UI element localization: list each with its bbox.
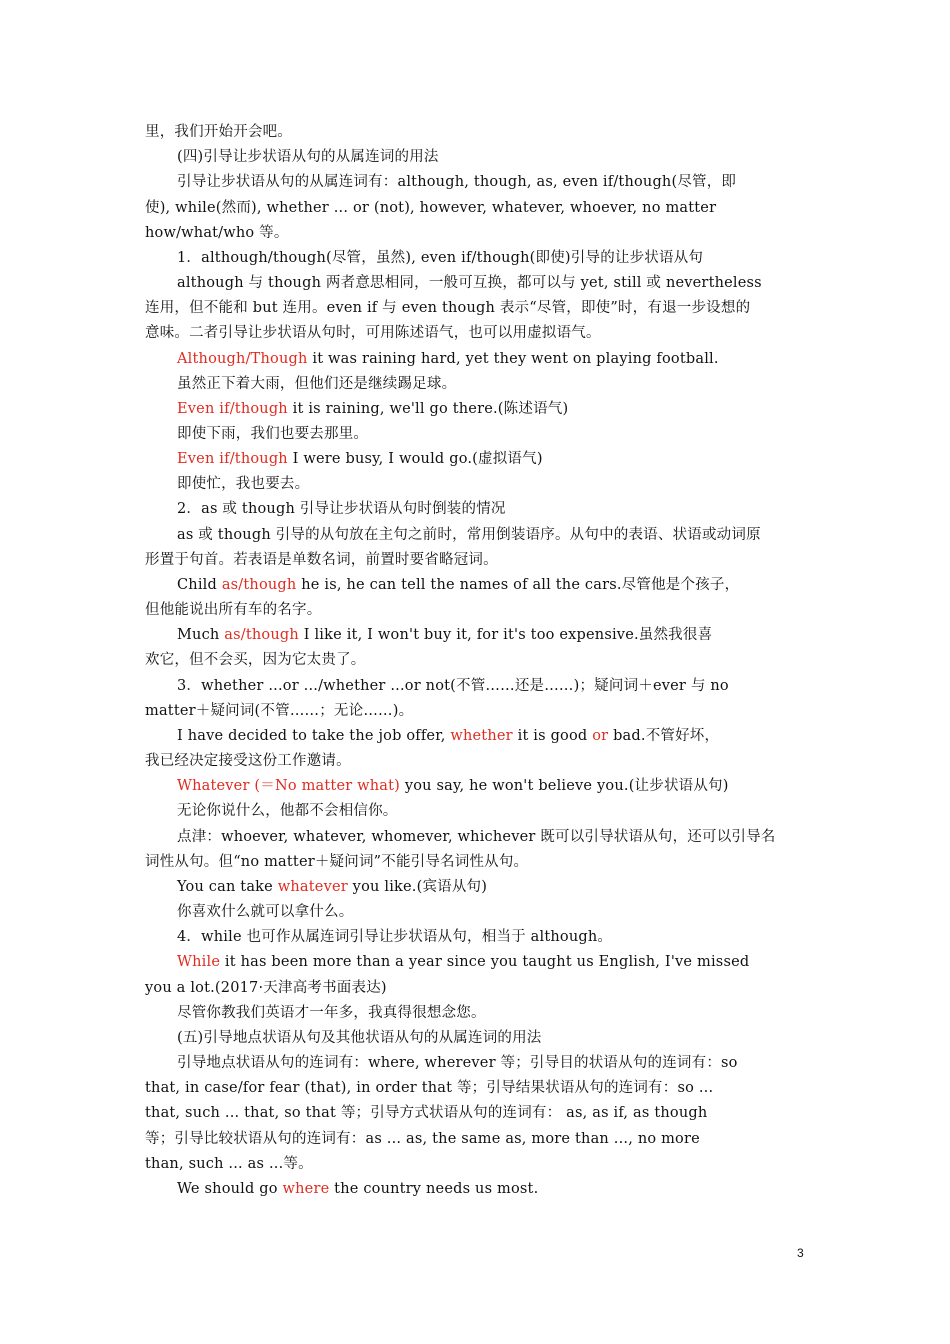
text-segment: bad.不管好坏，	[608, 728, 720, 744]
text-segment: 连用，但不能和 but 连用。even if 与 even though 表示“尽管，即使”时，有退一步设想的	[145, 300, 751, 316]
highlighted-keyword: where	[282, 1181, 330, 1197]
text-segment: he is, he can tell the names of all the cars.尽管他是个孩子，	[296, 577, 740, 593]
text-line	[145, 751, 351, 771]
text-line	[177, 726, 719, 746]
text-line	[177, 1053, 738, 1073]
highlighted-keyword: Although/Though	[177, 351, 308, 367]
text-segment: 意味。二者引导让步状语从句时，可用陈述语气，也可以用虚拟语气。	[145, 325, 601, 341]
text-line	[145, 1154, 313, 1174]
text-segment: the country needs us most.	[329, 1181, 539, 1197]
text-line	[145, 1103, 707, 1123]
text-line	[145, 198, 716, 218]
text-segment: you say, he won't believe you.(让步状语从句)	[400, 778, 729, 794]
text-segment: 等；引导比较状语从句的连词有：as ... as, the same as, more than ..., no more	[145, 1131, 700, 1147]
text-line	[145, 298, 750, 318]
text-segment: 我已经决定接受这份工作邀请。	[145, 753, 351, 769]
text-segment: 即使下雨，我们也要去那里。	[177, 426, 369, 442]
text-line	[145, 122, 292, 142]
text-segment: how/what/who 等。	[145, 225, 289, 241]
text-line	[177, 902, 353, 922]
text-segment: (五)引导地点状语从句及其他状语从句的从属连词的用法	[177, 1030, 542, 1046]
text-segment: 即使忙，我也要去。	[177, 476, 310, 492]
text-line	[177, 625, 712, 645]
highlighted-keyword: Even if/though	[177, 401, 288, 417]
highlighted-keyword: or	[592, 728, 609, 744]
text-segment: I have decided to take the job offer,	[177, 728, 451, 744]
highlighted-keyword: Even if/though	[177, 451, 288, 467]
text-line	[177, 399, 568, 419]
text-segment: it was raining hard, yet they went on playing football.	[307, 351, 719, 367]
text-line	[177, 776, 729, 796]
highlighted-keyword: While	[177, 954, 221, 970]
text-line	[177, 827, 776, 847]
text-line	[145, 701, 413, 721]
text-segment: 4．while 也可作从属连词引导让步状语从句，相当于 although。	[177, 929, 613, 945]
text-line	[177, 1179, 538, 1199]
text-segment: 欢它，但不会买，因为它太贵了。	[145, 652, 366, 668]
text-line	[177, 1003, 486, 1023]
text-segment: matter＋疑问词(不管……；无论……)。	[145, 703, 414, 719]
text-segment: as 或 though 引导的从句放在主句之前时，常用倒装语序。从句中的表语、状语或动词原	[177, 527, 761, 543]
text-line	[145, 550, 498, 570]
text-line	[177, 525, 761, 545]
text-line	[177, 575, 739, 595]
text-line	[177, 676, 729, 696]
text-segment: 引导地点状语从句的连词有：where, wherever 等；引导目的状语从句的连词有：so	[177, 1055, 738, 1071]
text-line	[177, 952, 749, 972]
text-segment: although 与 though 两者意思相同，一般可互换，都可以与 yet, still 或 nevertheless	[177, 275, 762, 291]
text-line	[177, 474, 309, 494]
text-segment: 引导让步状语从句的从属连词有：although, though, as, even if/though(尽管，即	[177, 174, 737, 190]
text-segment: it is raining, we'll go there.(陈述语气)	[287, 401, 569, 417]
text-segment: Child	[177, 577, 222, 593]
text-segment: I like it, I won't buy it, for it's too expensive.虽然我很喜	[298, 627, 713, 643]
text-segment: that, such ... that, so that 等；引导方式状语从句的连词有： as, as if, as though	[145, 1105, 708, 1121]
text-line	[145, 1078, 713, 1098]
text-line	[177, 349, 719, 369]
text-segment: it has been more than a year since you taught us English, I've missed	[220, 954, 750, 970]
text-line	[145, 223, 289, 243]
text-line	[145, 978, 387, 998]
text-segment: (四)引导让步状语从句的从属连词的用法	[177, 149, 439, 165]
highlighted-keyword: whether	[450, 728, 513, 744]
text-segment: you a lot.(2017·天津高考书面表达)	[145, 980, 387, 996]
text-segment: 1．although/though(尽管，虽然), even if/though(即使)引导的让步状语从句	[177, 250, 704, 266]
highlighted-keyword: whatever	[277, 879, 348, 895]
text-line	[177, 927, 612, 947]
text-segment: 尽管你教我们英语才一年多，我真得很想念您。	[177, 1005, 486, 1021]
text-segment: Much	[177, 627, 225, 643]
text-segment: 词性从句。但“no matter＋疑问词”不能引导名词性从句。	[145, 854, 529, 870]
text-line	[177, 877, 487, 897]
text-segment: 你喜欢什么就可以拿什么。	[177, 904, 354, 920]
text-line	[177, 801, 398, 821]
text-line	[177, 172, 736, 192]
text-segment: 使), while(然而), whether ... or (not), however, whatever, whoever, no matter	[145, 200, 717, 216]
text-line	[145, 323, 601, 343]
text-line	[177, 424, 368, 444]
text-line	[177, 147, 439, 167]
text-line	[177, 248, 703, 268]
page-number: 3	[797, 1246, 804, 1260]
text-line	[145, 852, 528, 872]
text-segment: 点津：whoever, whatever, whomever, whichever 既可以引导状语从句，还可以引导名	[177, 829, 776, 845]
text-segment: We should go	[177, 1181, 283, 1197]
text-segment: 形置于句首。若表语是单数名词，前置时要省略冠词。	[145, 552, 498, 568]
text-line	[145, 650, 366, 670]
text-segment: 2．as 或 though 引导让步状语从句时倒装的情况	[177, 501, 506, 517]
text-segment: 但他能说出所有车的名字。	[145, 602, 322, 618]
text-line	[145, 600, 321, 620]
text-line	[177, 449, 543, 469]
text-segment: than, such ... as ...等。	[145, 1156, 313, 1172]
text-line	[177, 499, 506, 519]
text-segment: that, in case/for fear (that), in order that 等；引导结果状语从句的连词有：so ...	[145, 1080, 714, 1096]
text-segment: it is good	[512, 728, 593, 744]
text-line	[177, 374, 456, 394]
text-segment: 虽然正下着大雨，但他们还是继续踢足球。	[177, 376, 457, 392]
text-line	[145, 1129, 700, 1149]
text-line	[177, 1028, 542, 1048]
highlighted-keyword: Whatever (＝No matter what)	[177, 778, 401, 794]
highlighted-keyword: as/though	[221, 577, 297, 593]
text-line	[177, 273, 762, 293]
text-segment: you like.(宾语从句)	[347, 879, 488, 895]
text-segment: 里，我们开始开会吧。	[145, 124, 292, 140]
text-segment: 无论你说什么，他都不会相信你。	[177, 803, 398, 819]
highlighted-keyword: as/though	[224, 627, 299, 643]
text-segment: 3．whether ...or .../whether ...or not(不管……还是……)；疑问词＋ever 与 no	[177, 678, 729, 694]
text-segment: I were busy, I would go.(虚拟语气)	[287, 451, 543, 467]
text-segment: You can take	[177, 879, 278, 895]
